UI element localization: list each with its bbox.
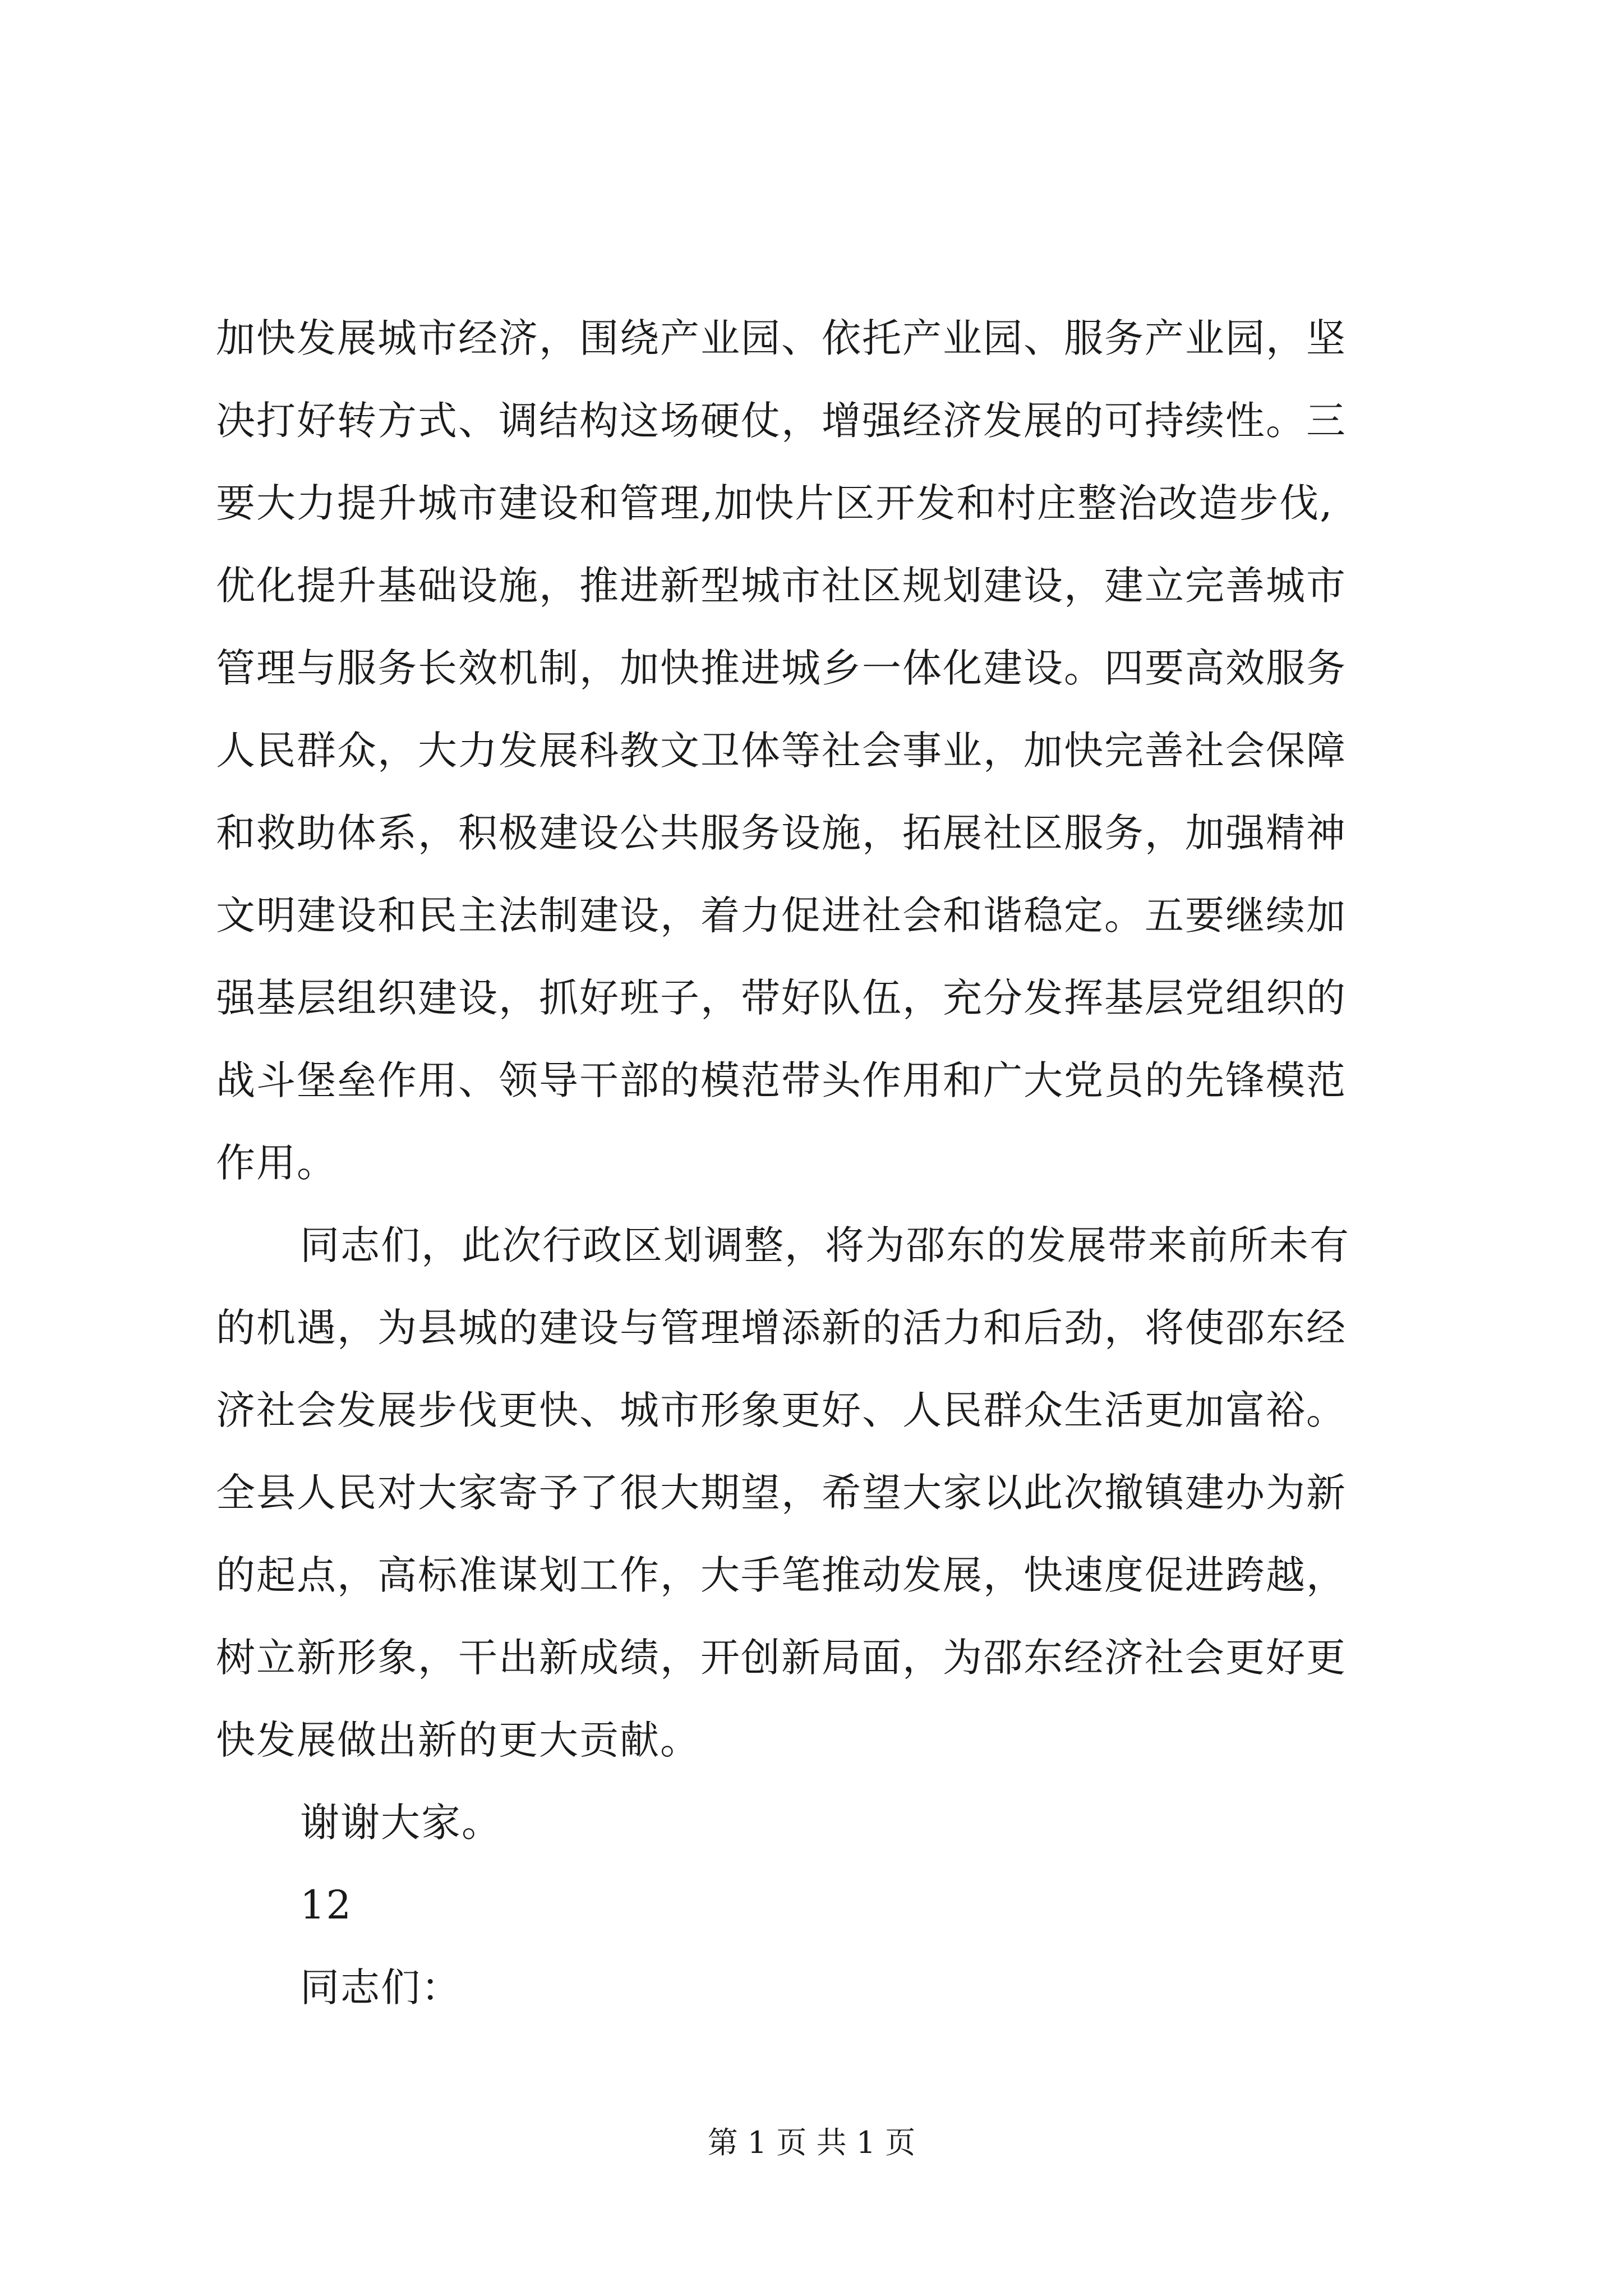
text-line: 济社会发展步伐更快、城市形象更好、人民群众生活更加富裕。 (216, 1387, 1347, 1433)
text-line: 全县人民对大家寄予了很大期望，希望大家以此次撤镇建办为新 (216, 1470, 1347, 1516)
closing-thanks-line: 谢谢大家。 (300, 1800, 502, 1846)
page-number-inline: 12 (300, 1882, 353, 1928)
salutation-line: 同志们： (300, 1964, 462, 2010)
text-line: 的起点，高标准谋划工作，大手笔推动发展，快速度促进跨越， (216, 1552, 1347, 1598)
text-line: 战斗堡垒作用、领导干部的模范带头作用和广大党员的先锋模范 (216, 1057, 1347, 1103)
text-line: 优化提升基础设施，推进新型城市社区规划建设，建立完善城市 (216, 563, 1347, 609)
page-count-label: 第 1 页 共 1 页 (707, 2125, 916, 2160)
text-line: 文明建设和民主法制建设，着力促进社会和谐稳定。五要继续加 (216, 892, 1347, 938)
text-line: 决打好转方式、调结构这场硬仗，增强经济发展的可持续性。三 (216, 398, 1347, 444)
text-line: 管理与服务长效机制，加快推进城乡一体化建设。四要高效服务 (216, 645, 1347, 691)
text-line: 树立新形象，干出新成绩，开创新局面，为邵东经济社会更好更 (216, 1635, 1347, 1681)
text-line: 要大力提升城市建设和管理,加快片区开发和村庄整治改造步伐, (216, 480, 1334, 526)
page-footer (0, 2120, 1623, 2165)
text-line: 作用。 (216, 1140, 337, 1186)
text-line: 快发展做出新的更大贡献。 (216, 1717, 700, 1763)
text-line: 加快发展城市经济，围绕产业园、依托产业园、服务产业园，坚 (216, 315, 1347, 361)
document-body (216, 297, 1438, 2029)
paragraph-start-line: 同志们，此次行政区划调整，将为邵东的发展带来前所未有 (300, 1222, 1350, 1268)
text-line: 和救助体系，积极建设公共服务设施，拓展社区服务，加强精神 (216, 810, 1347, 856)
text-line: 的机遇，为县城的建设与管理增添新的活力和后劲，将使邵东经 (216, 1305, 1347, 1351)
text-line: 强基层组织建设，抓好班子，带好队伍，充分发挥基层党组织的 (216, 975, 1347, 1021)
text-line: 人民群众，大力发展科教文卫体等社会事业，加快完善社会保障 (216, 728, 1347, 774)
